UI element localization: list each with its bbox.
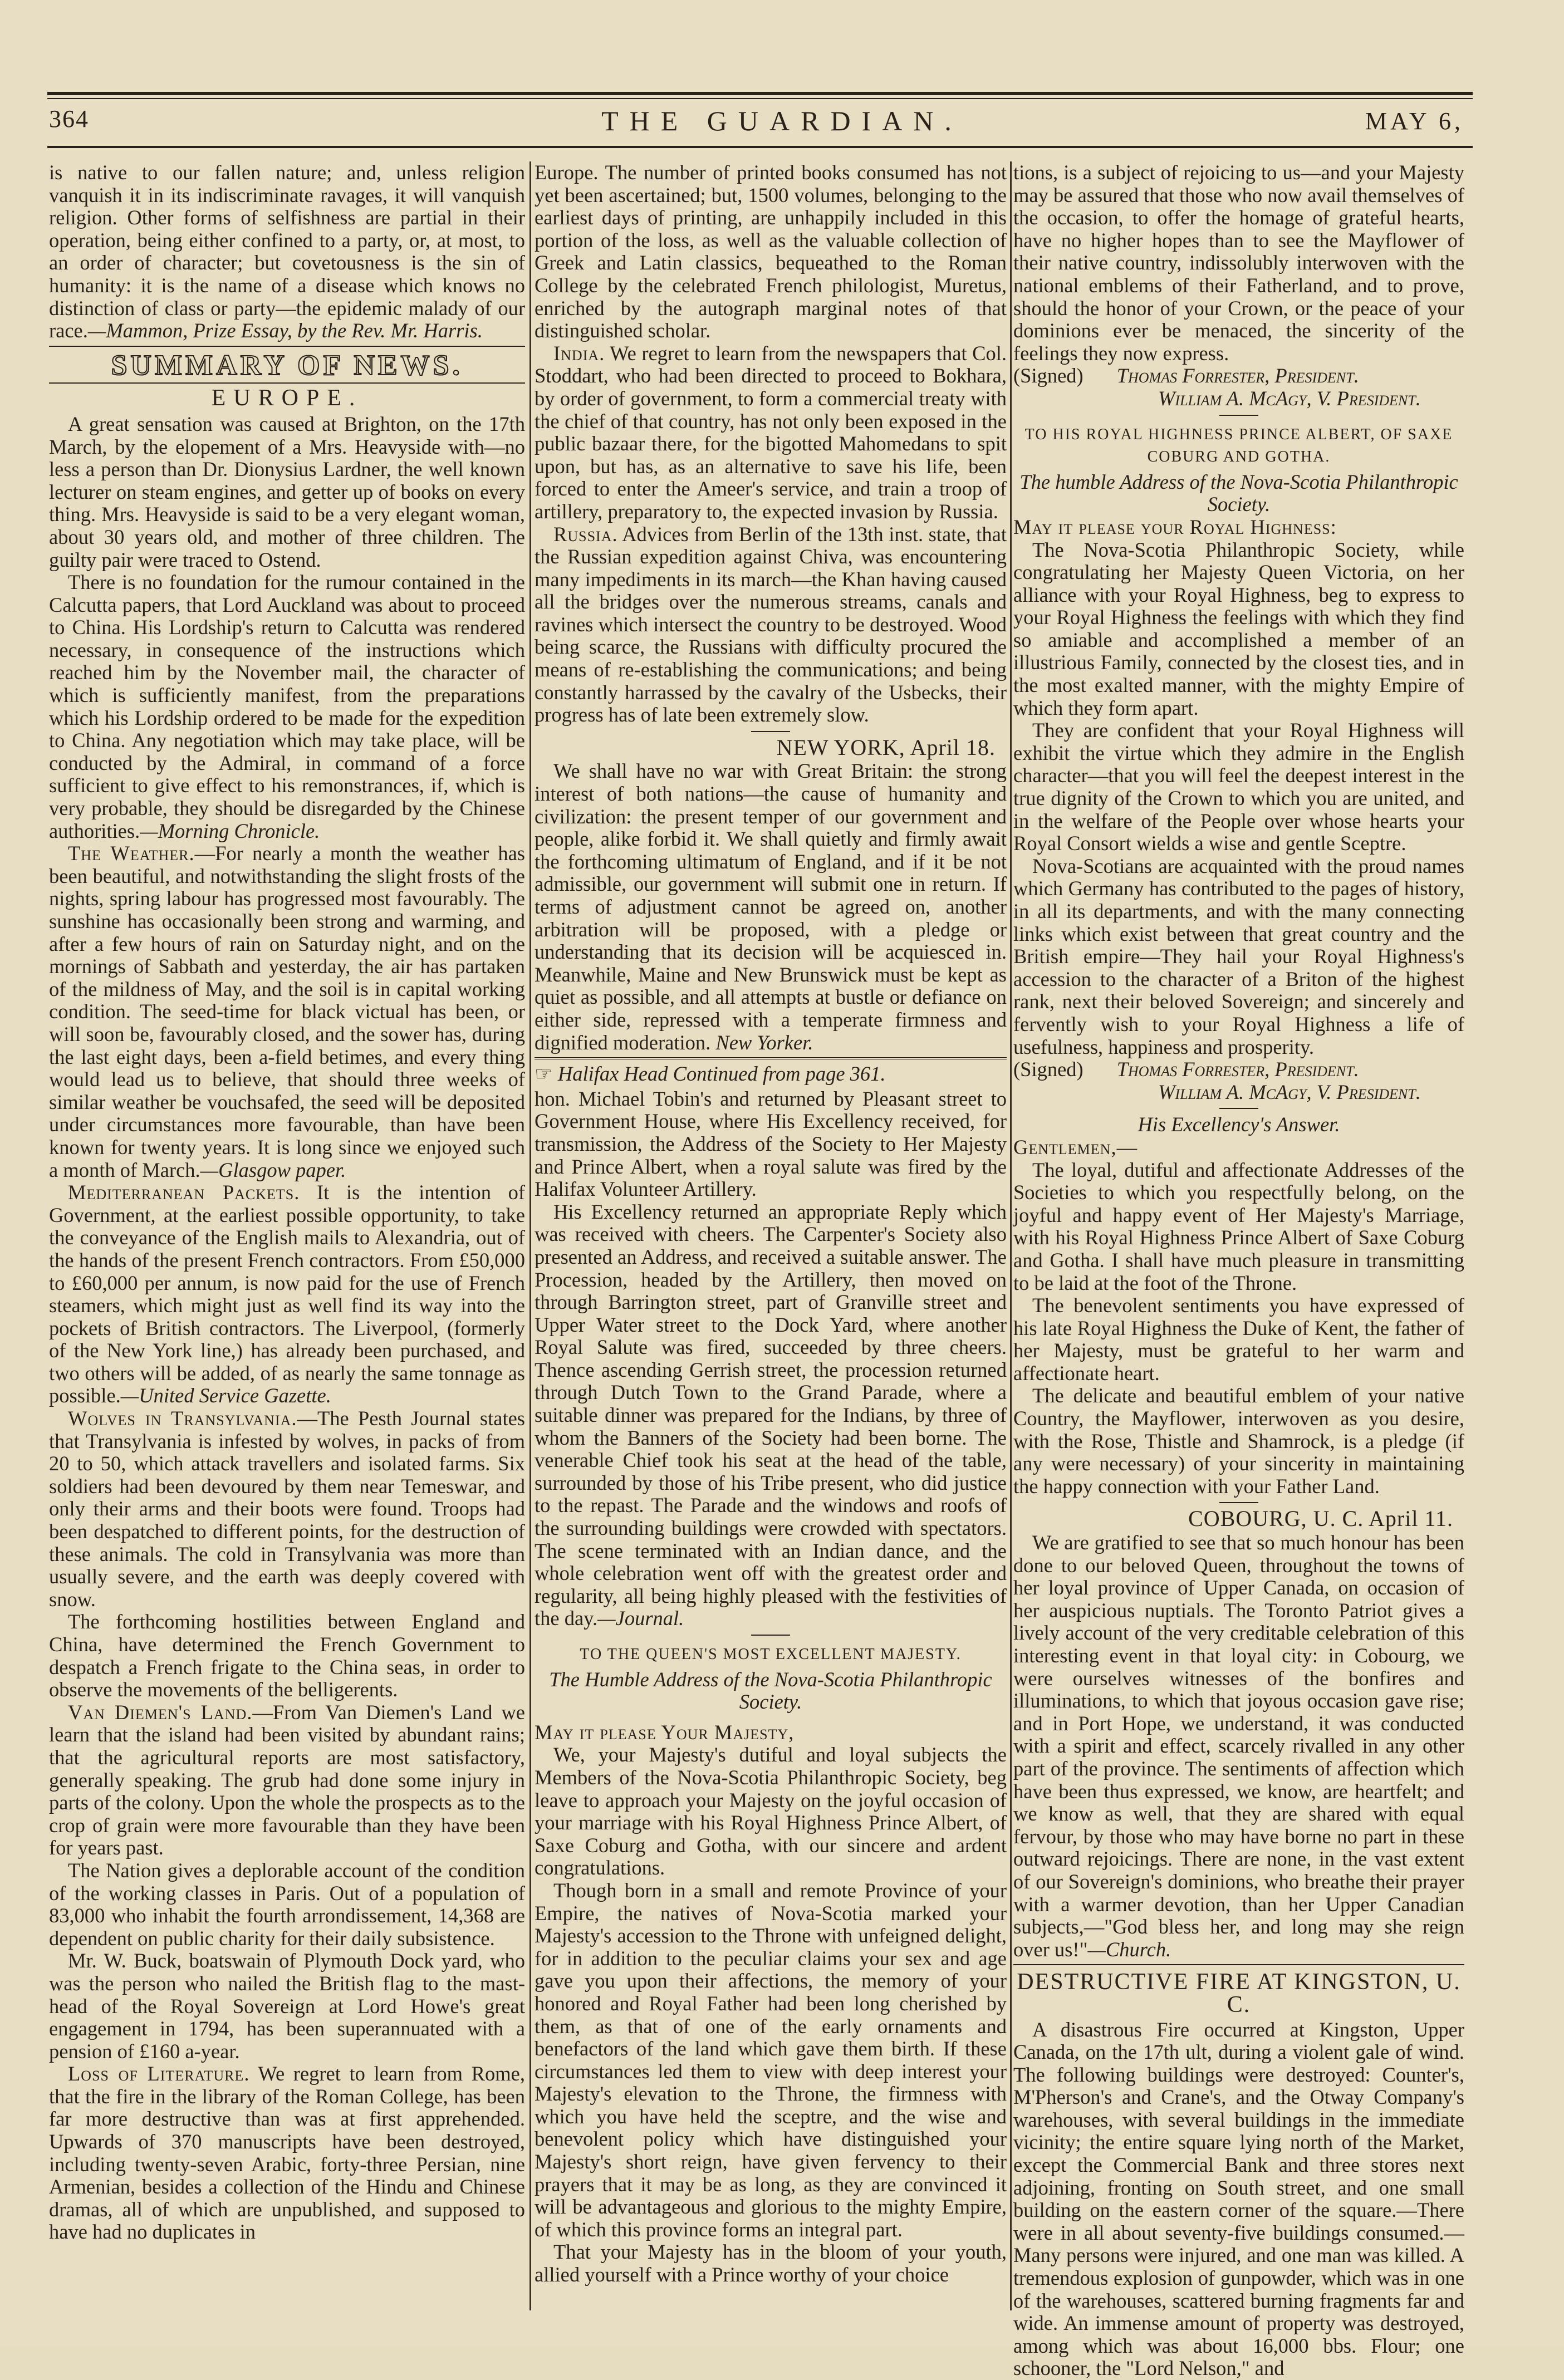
column-divider (1010, 161, 1012, 2310)
article-paragraph: tions, is a subject of rejoicing to us—and your Majesty may be assured that those who now avail themselves of the occasion, to offer the homage of grateful hearts, have no higher hopes than to see the Mayflower of their native country, indissolubly interwoven with the national emblems of their Fatherland, and to prove, should the honor of your Crown, or the peace of your dominions ever be menaced, the sincerity of the feelings they now express. (1013, 161, 1464, 365)
divider (751, 1635, 790, 1636)
address-recipient: TO HIS ROYAL HIGHNESS PRINCE ALBERT, OF SAXE COBURG AND GOTHA. (1013, 424, 1464, 469)
answer-title: His Excellency's Answer. (1013, 1113, 1464, 1136)
article-paragraph: Mediterranean Packets. It is the intention of Government, at the earliest possible opportunity, to take the conveyance of the English mails to Alexandria, out of the hands of the present French contractors. From £50,000 to £60,000 per annum, is now paid for the use of French steamers, which might just as well find its way into the pockets of British contractors. The Liverpool, (formerly of the New York line,) has already been purchased, and two others will be added, of as nearly the same tonnage as possible.—United Service Gazette. (49, 1181, 525, 1407)
divider (49, 346, 525, 347)
article-paragraph: We shall have no war with Great Britain: the strong interest of both nations—the cause of humanity and civilization: the present temper of our government and people, alike forbid it. We shall quietly and firmly await the forthcoming ultimatum of England, and if it be not admissible, our government will submit one in return. If terms of adjustment cannot be agreed on, another arbitration will be proposed, with a pledge or understanding that its decision will be acquiesced in. Meanwhile, Maine and New Brunswick must be kept as quiet as possible, and all attempts at bustle or defiance on either side, repressed with a temperate firmness and dignified moderation. New Yorker. (535, 760, 1007, 1054)
column-1 (49, 161, 525, 2310)
issue-date: MAY 6, (1365, 107, 1464, 135)
article-paragraph: Nova-Scotians are acquainted with the proud names which Germany has contributed to the pages of history, in all its departments, and with the many connecting links which exist between that great country and the British empire—They hail your Royal Highness's accession to the character of a Briton of the highest rank, next their beloved Sovereign; and sincerely and fervently wish to your Royal Highness a life of usefulness, happiness and prosperity. (1013, 855, 1464, 1058)
signature-line: William A. McAgy, V. President. (1158, 387, 1464, 410)
divider (1219, 1108, 1258, 1109)
article-paragraph: Mr. W. Buck, boatswain of Plymouth Dock yard, who was the person who nailed the British flag to the mast-head of the Royal Sovereign at Lord Howe's great engagement in 1794, has been superannuated with a pension of £160 a-year. (49, 1950, 525, 2063)
article-paragraph: His Excellency returned an appropriate Reply which was received with cheers. The Carpenter's Society also presented an Address, and received a suitable answer. The Procession, headed by the Artillery, then moved on through Barrington street, part of Granville street and Upper Water street to the Dock Yard, where another Royal Salute was fired, succeeded by three cheers. Thence ascending Gerrish street, the procession returned through Dutch Town to the Grand Parade, where a suitable dinner was prepared for the Indians, by three of whom the Banners of the Society had been borne. The venerable Chief took his seat at the head of the table, surrounded by those of his Tribe present, who did justice to the repast. The Parade and the windows and roofs of the surrounding buildings were crowded with spectators. The scene terminated with an Indian dance, and the whole celebration went off with the greatest order and regularity, all being highly pleased with the festivities of the day.—Journal. (535, 1201, 1007, 1630)
article-paragraph: A disastrous Fire occurred at Kingston, Upper Canada, on the 17th ult, during a violent gale of wind. The following buildings were destroyed: Counter's, M'Pherson's and Crane's, and the Otway Company's warehouses, with several buildings in the immediate vicinity; the entire square lying north of the Market, except the Commercial Bank and three stores next adjoining, fronting on South street, and one small building on the eastern corner of the square.—There were in all about seventy-five buildings consumed.—Many persons were injured, and one man was killed. A tremendous explosion of gunpowder, which was in one of the warehouses, scattered burning fragments far and wide. An immense amount of property was destroyed, among which was about 16,000 bbs. Flour; one schooner, the "Lord Nelson," and (1013, 2019, 1464, 2380)
article-paragraph: Loss of Literature. We regret to learn from Rome, that the fire in the library of the Roman College, has been far more destructive than was at first apprehended. Upwards of 370 manuscripts have been destroyed, including twenty-seven Arabic, forty-three Persian, nine Armenian, besides a collection of the Hindu and Chinese dramas, all of which are unpublished, and supposed to have had no duplicates in (49, 2063, 525, 2244)
divider (1219, 415, 1258, 416)
article-paragraph: is native to our fallen nature; and, unless religion vanquish it in its indiscriminate ravages, it will vanquish religion. Other forms of selfishness are partial in their operation, being either confined to a party, or, at most, to an order of character; but covetousness is the sin of humanity: it is the name of a disease which knows no distinction of class or party—the epidemic malady of our race.—Mammon, Prize Essay, by the Rev. Mr. Harris. (49, 161, 525, 342)
column-divider (529, 161, 531, 2310)
article-paragraph: India. We regret to learn from the newspapers that Col. Stoddart, who had been directed to proceed to Bokhara, by order of government, to form a commercial treaty with the chief of that country, has not only been exposed in the public bazaar there, for the bigotted Mahomedans to spit upon, but has, as an alternative to save his life, been forced to enter the Ameer's service, and train a troop of artillery, preparatory to, the expected invasion by Russia. (535, 342, 1007, 523)
signature-line: William A. McAgy, V. President. (1158, 1081, 1464, 1104)
article-paragraph: The Weather.—For nearly a month the weather has been beautiful, and notwithstanding the slight frosts of the nights, spring labour has progressed most favourably. The sunshine has occasionally been strong and warming, and after a few hours of rain on Saturday night, and on the mornings of Sabbath and yesterday, the air has partaken of the mildness of May, and the soil is in capital working condition. The seed-time for black victual has been, or will soon be, favourably closed, and the sower has, during the last eight days, been a-field betimes, and every thing would lead us to believe, that should three weeks of similar weather be vouchsafed, the seed will be deposited under circumstances more favourable, than have been known for twenty years. It is long since we enjoyed such a month of March.—Glasgow paper. (49, 842, 525, 1181)
article-headline: DESTRUCTIVE FIRE AT KINGSTON, U. C. (1013, 1971, 1464, 2016)
article-paragraph: The Nova-Scotia Philanthropic Society, while congratulating her Majesty Queen Victoria, on her alliance with your Royal Highness, beg to express to your Royal Highness the feelings with which they find so amiable and accomplished a member of an illustrious Family, connected by the closest ties, and in the most exalted manner, with the mighty Empire of which they form apart. (1013, 539, 1464, 720)
header-rule (47, 146, 1473, 148)
divider (751, 731, 790, 732)
article-paragraph: A great sensation was caused at Brighton, on the 17th March, by the elopement of a Mrs. Heavyside with—no less a person than Dr. Dionysius Lardner, the well known lecturer on steam engines, and getter up of books on every thing. Mrs. Heavyside is said to be a very elegant woman, about 30 years old, and mother of three children. The guilty pair were traced to Ostend. (49, 413, 525, 571)
divider (1219, 1502, 1258, 1503)
page-number: 364 (49, 105, 89, 133)
section-heading: EUROPE. (49, 387, 525, 410)
salutation: Gentlemen,— (1013, 1136, 1464, 1159)
article-paragraph: Though born in a small and remote Province of your Empire, the natives of Nova-Scotia marked your Majesty's accession to the Throne with unfeigned delight, for in addition to the peculiar claims your sex and age gave you upon their affections, the memory of your honored and Royal Father had been long cherished by them, as that of one of the early ornaments and benefactors of the land which gave them birth. If these circumstances led them to view with deep interest your Majesty's elevation to the Throne, the firmness with which you have held the sceptre, and the wise and benevolent policy which have distinguished your Majesty's short reign, have given fervency to their prayers that it may be as long, as they are convinced it will be advantageous and glorious to the mighty Empire, of which this province forms an integral part. (535, 1880, 1007, 2241)
divider (1013, 1964, 1464, 1965)
salutation: May it please your Royal Highness: (1013, 516, 1464, 539)
article-paragraph: Wolves in Transylvania.—The Pesth Journal states that Transylvania is infested by wolves, in packs of from 20 to 50, which attack travellers and isolated farms. Six soldiers had been devoured by them near Temeswar, and only their arms and their boots were found. Troops had been despatched to different points, for the destruction of these animals. The cold in Transylvania was more than usually severe, and the earth was deeply covered with snow. (49, 1407, 525, 1611)
article-paragraph: The delicate and beautiful emblem of your native Country, the Mayflower, interwoven as you desire, with the Rose, Thistle and Shamrock, is a pledge (if any were necessary) of your sincerity in maintaining the happy connection with your Father Land. (1013, 1385, 1464, 1498)
divider (49, 382, 525, 384)
article-paragraph: Russia. Advices from Berlin of the 13th inst. state, that the Russian expedition against Chiva, was encountering many impediments in its march—the Khan having caused all the bridges over the numerous streams, canals and ravines which intersect the country to be destroyed. Wood being scarce, the Russians with difficulty procured the means of re-establishing the communications; and being constantly harrassed by the cavalry of the Usbecks, their progress has of late been extremely slow. (535, 523, 1007, 727)
signature-line: (Signed) Thomas Forrester, President. (1013, 1058, 1464, 1081)
divider (535, 1057, 1007, 1059)
column-3 (1013, 161, 1464, 2310)
salutation: May it please Your Majesty, (535, 1721, 1007, 1744)
column-2 (535, 161, 1007, 2310)
article-paragraph: The Nation gives a deplorable account of the condition of the working classes in Paris. Out of a population of 83,000 who inhabit the fourth arrondissement, 14,368 are dependent on public charity for their daily subsistence. (49, 1859, 525, 1950)
article-paragraph: They are confident that your Royal Highness will exhibit the virtue which they admire in the English character—that you will feel the deepest interest in the true dignity of the Crown to which you are united, and in the welfare of the People over whose hearts your Royal Consort wields a wise and gentle Sceptre. (1013, 719, 1464, 855)
dateline-cobourg: COBOURG, U. C. April 11. (1013, 1508, 1453, 1530)
continued-heading: ☞ Halifax Head Continued from page 361. (535, 1063, 1007, 1086)
address-title: The humble Address of the Nova-Scotia Philanthropic Society. (1013, 471, 1464, 516)
article-paragraph: That your Majesty has in the bloom of your youth, allied yourself with a Prince worthy of your choice (535, 2241, 1007, 2286)
article-paragraph: We are gratified to see that so much honour has been done to our beloved Queen, throughout the towns of her loyal province of Upper Canada, on occasion of her auspicious nuptials. The Toronto Patriot gives a lively account of the very creditable celebration of this interesting event in that loyal city: in Cobourg, we were ourselves witnesses of the bonfires and illuminations, to which that joyous occasion gave rise; and in Port Hope, we understand, it was conducted with a spirit and effect, scarcely rivalled in any other part of the province. The sentiments of affection which have been thus expressed, we know, are heartfelt; and we know as well, that they are shared with equal fervour, by those who may have borne no part in these outward rejoicings. There are none, in the vast extent of our Sovereign's dominions, who breathe their prayer with a warmer devotion, than her Upper Canadian subjects,—"God bless her, and long may she reign over us!"—Church. (1013, 1532, 1464, 1961)
dateline-new-york: NEW YORK, April 18. (535, 737, 996, 759)
article-paragraph: There is no foundation for the rumour contained in the Calcutta papers, that Lord Auckland was about to proceed to China. His Lordship's return to Calcutta was rendered necessary, in consequence of the instructions which reached him by the November mail, the character of which is sufficiently manifest, from the preparations which his Lordship ordered to be made for the expedition to China. Any negotiation which may take place, will be conducted by the Admiral, in command of a force sufficient to give effect to his remonstrances, if, which is very probable, they should be disregarded by the Chinese authorities.—Morning Chronicle. (49, 571, 525, 842)
article-paragraph: Europe. The number of printed books consumed has not yet been ascertained; but, 1500 volumes, belonging to the earliest days of printing, are unhappily included in this portion of the loss, as well as the valuable collection of Greek and Latin classics, bequeathed to the Roman College by the celebrated French philologist, Muretus, enriched by the autograph marginal notes of that distinguished scholar. (535, 161, 1007, 342)
article-paragraph: The loyal, dutiful and affectionate Addresses of the Societies to which you respectfully belong, on the joyful and happy event of Her Majesty's Marriage, with his Royal Highness Prince Albert of Saxe Coburg and Gotha. I shall have much pleasure in transmitting to be laid at the foot of the Throne. (1013, 1159, 1464, 1295)
signature-line: (Signed) Thomas Forrester, President. (1013, 365, 1464, 387)
address-recipient: TO THE QUEEN'S MOST EXCELLENT MAJESTY. (535, 1643, 1007, 1666)
top-rule-thin (47, 98, 1473, 99)
top-rule (47, 92, 1473, 95)
article-paragraph: hon. Michael Tobin's and returned by Pleasant street to Government House, where His Excellency received, for transmission, the Address of the Society to Her Majesty and Prince Albert, when a royal salute was fired by the Halifax Volunteer Artillery. (535, 1088, 1007, 1201)
article-paragraph: The benevolent sentiments you have expressed of his late Royal Highness the Duke of Kent, the father of her Majesty, must be grateful to her warm and affectionate heart. (1013, 1294, 1464, 1385)
masthead-title: THE GUARDIAN. (0, 105, 1564, 137)
article-paragraph: We, your Majesty's dutiful and loyal subjects the Members of the Nova-Scotia Philanthropic Society, beg leave to approach your Majesty on the joyful occasion of your marriage with his Royal Highness Prince Albert, of Saxe Coburg and Gotha, with our sincere and ardent congratulations. (535, 1744, 1007, 1880)
section-banner: SUMMARY OF NEWS. (49, 355, 525, 377)
pointing-hand-icon: ☞ (535, 1062, 558, 1085)
article-paragraph: Van Diemen's Land.—From Van Diemen's Land we learn that the island had been visited by abundant rains; that the agricultural reports are most satisfactory, generally speaking. The grub had done some injury in parts of the colony. Upon the whole the prospects as to the crop of grain were more favourable than they have been for years past. (49, 1701, 525, 1859)
address-title: The Humble Address of the Nova-Scotia Philanthropic Society. (535, 1669, 1007, 1714)
article-paragraph: The forthcoming hostilities between England and China, have determined the French Government to despatch a French frigate to the China seas, in order to observe the movements of the belligerents. (49, 1611, 525, 1701)
